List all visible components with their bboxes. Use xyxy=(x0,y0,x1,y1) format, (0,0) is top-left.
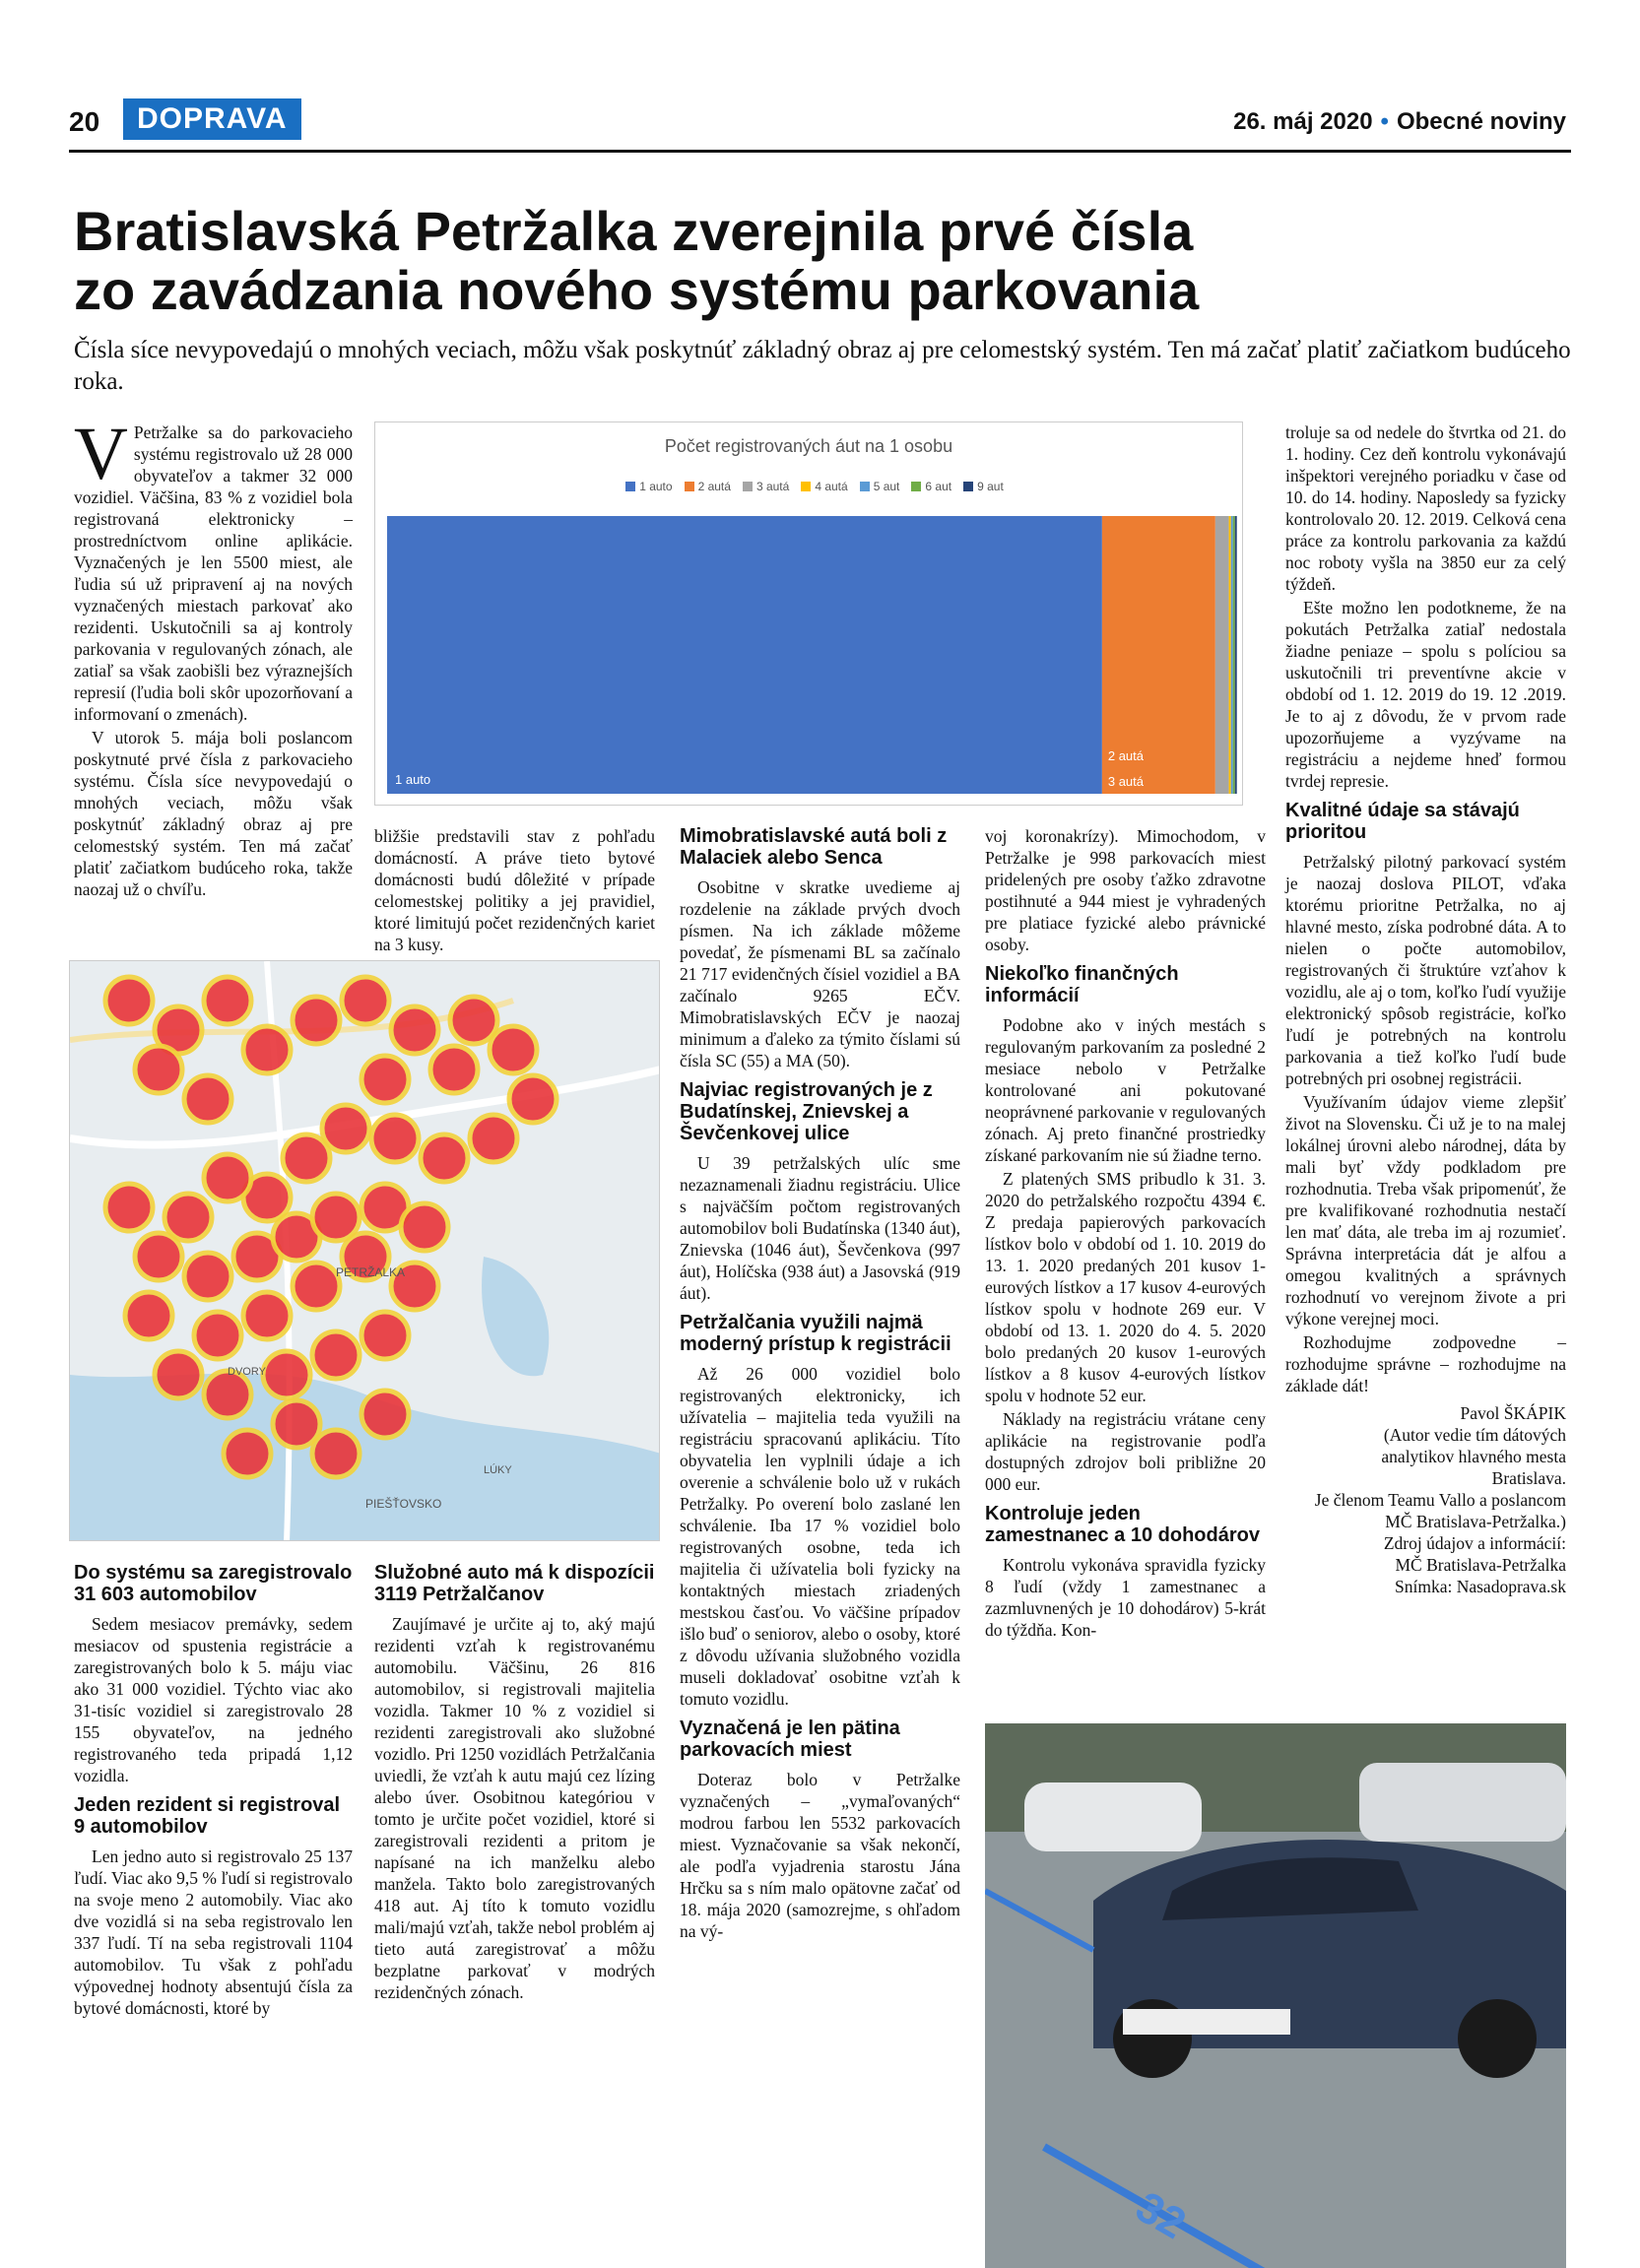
parked-cars-photo xyxy=(985,1723,1566,2268)
paragraph: Ešte možno len podotkneme, že na pokutách Petržalka zatiaľ nedostala žiadne peniaze – spolu s políciou sa uskutočnili tri preventívne akcie v období od 1. 12. 2019 do 19. 12 .2019. Je to aj z dôvodu, že v prvom rade upozorňujeme a vyzývame na registráciu a nejdeme hneď formou tvrdej represie. xyxy=(1285,598,1566,791)
source-note: Zdroj údajov a informácií: xyxy=(1383,1533,1566,1553)
paragraph: Petržalský pilotný parkovací systém je naozaj doslova PILOT, vďaka ktorému prioritne Petržalka, no aj hlavné mesto, získa podrobné dáta. A to nielen o počte automobilov, registrovaných či štruktúre vzťahov k vozidlu, ale aj o tom, koľko ľudí využije elektronický spôsob registrácie, koľko ľudí je potrebných na kontrolu parkovania a tiež koľko ľudí bude potrebných pri osobnej registrácii. xyxy=(1285,852,1566,1088)
subheading: Niekoľko finančných informácií xyxy=(985,963,1179,1006)
page-number: 20 xyxy=(69,106,100,137)
heat-spot xyxy=(312,1430,360,1477)
chart-bar-segment xyxy=(1233,516,1235,794)
paragraph: Rozhodujme zodpovedne – rozhodujme správne – rozhodujme na základe dát! xyxy=(1285,1332,1566,1395)
publication-name: Obecné noviny xyxy=(1396,108,1566,135)
heat-spot xyxy=(430,1046,478,1093)
subheading: Vyznačená je len pätina parkovacích miest xyxy=(680,1717,900,1761)
author-signature xyxy=(1285,1402,1566,1597)
issue-date: 26. máj 2020 xyxy=(1233,108,1373,135)
heat-spot xyxy=(125,1292,172,1339)
legend-label: 4 autá xyxy=(815,480,848,493)
heat-spot xyxy=(105,1184,153,1231)
drop-cap: V xyxy=(74,413,128,495)
heat-spot xyxy=(204,977,251,1024)
legend-label: 9 aut xyxy=(977,480,1004,493)
heat-spot xyxy=(243,1292,291,1339)
map-label: PETRŽALKA xyxy=(336,1265,406,1279)
paragraph: V utorok 5. mája boli poslancom poskytnuté prvé čísla z parkovacieho systému. Čísla síce nevypovedajú o mnohých veciach, môžu však poskytnúť základný obraz aj pre celomestský systém. Ten má začať platiť začiatkom budúceho roka, takže naozaj už o chvíľu. xyxy=(74,728,353,899)
map-label: LÚKY xyxy=(484,1464,512,1476)
legend-label: 2 autá xyxy=(697,480,731,493)
paragraph: Až 26 000 vozidiel bolo registrovaných elektronicky, ich užívatelia – majitelia teda využili na registráciu spracovanú aplikáciu. Títo obyvatelia len vyplnili údaje a ich overenie a schválenie bolo už v rukách Petržalky. Po overení bolo zaslané len schválenie. Iba 17 % vozidiel bolo registrovaných osobne, teda ich majitelia či užívatelia boli fyzicky na kontaktných miestach zriadených mestskou časťou. Vo väčšine prípadov išlo buď o seniorov, alebo o osoby, ktoré z dôvodu užívania služobného vozidla museli dokladovať osobitne vzťah k tomuto vozidlu. xyxy=(680,1364,960,1709)
heat-spot xyxy=(470,1115,517,1162)
author-note: Bratislava. xyxy=(1491,1468,1566,1488)
legend-label: 1 auto xyxy=(639,480,673,493)
chart-title: Počet registrovaných áut na 1 osobu xyxy=(664,436,953,456)
heat-spot xyxy=(421,1134,468,1182)
column-a-bottom xyxy=(74,1554,353,2021)
heat-spot xyxy=(164,1194,212,1241)
source-note: MČ Bratislava-Petržalka xyxy=(1395,1555,1566,1575)
heat-spot xyxy=(322,1105,369,1152)
article-lead: Čísla síce nevypovedajú o mnohých veciach, môžu však poskytnúť základný obraz aj pre celomestský systém. Ten má začať platiť začiatkom budúceho roka. xyxy=(74,337,1571,395)
headline-line-1: Bratislavská Petržalka zverejnila prvé čísla xyxy=(74,200,1194,262)
paragraph: Podobne ako v iných mestách s regulovaným parkovaním za posledné 2 mesiace nebolo v Petržalke kontrolované ani pokutované neoprávnené parkovanie v regulovaných zónach. Aj preto finančné prostriedky získané parkovaním nie sú žiadne terno. xyxy=(985,1015,1266,1165)
chart-bar-segment xyxy=(1231,516,1233,794)
author-note: (Autor vedie tím dátových xyxy=(1383,1425,1566,1445)
paragraph: voj koronakrízy). Mimochodom, v Petržalke je 998 parkovacích miest pridelených pre osoby ťažko zdravotne postihnuté a 944 miest je vyhradených pre platiace fyzické alebo právnické osoby. xyxy=(985,826,1266,954)
heat-spot xyxy=(361,1391,409,1438)
chart-data-label: 2 autá xyxy=(1107,748,1145,763)
heat-spot xyxy=(490,1026,537,1073)
heat-spot xyxy=(135,1046,182,1093)
headline-line-2: zo zavádzania nového systému parkovania xyxy=(74,259,1200,321)
heat-spot xyxy=(509,1075,557,1123)
column-5 xyxy=(1285,421,1566,1597)
paragraph: Zaujímavé je určite aj to, aký majú rezidenti vzťah k registrovanému automobilu. Väčšinu, 26 816 automobilov, si registrovali majitelia vozidla. Takmer 10 % z vozidiel si rezidenti zaregistrovali ako služobné vozidlo. Pri 1250 vozidlách Petržalčania uviedli, že vzťah k autu majú cez lízing alebo úver. Osobitnou kategóriou v tomto je určite počet vozidiel, ktoré si zaregistrovali rezidenti a pritom je napísané na ich manželku alebo manžela. Takto bolo zaregistrovaných 418 aut. Aj títo k tomuto vozidlu mali/majú vzťah, takže nebol problém aj tieto autá zaregistrovať a môžu bezplatne parkovať v modrých rezidenčných zónach. xyxy=(374,1614,655,2002)
paragraph: U 39 petržalských ulíc sme nezaznamenali žiadnu registráciu. Ulice s najväčším počtom registrovaných automobilov boli Budatínska (1340 áut), Znievska (1046 áut), Ševčenkova (997 áut), Holíčska (938 áut) a Jasovská (919 áut). xyxy=(680,1153,960,1303)
subheading: Služobné auto má k dispozícii 3119 Petržalčanov xyxy=(374,1562,655,1605)
heat-spot xyxy=(361,1056,409,1103)
chart-data-label: 1 auto xyxy=(395,772,431,787)
subheading: Kontroluje jeden zamestnanec a 10 dohodárov xyxy=(985,1503,1260,1546)
paragraph: bližšie predstavili stav z pohľadu domácností. A práve tieto bytové domácnosti budú dôležité v prípade celomestskej politiky a jej pravidiel, ktoré limitujú počet rezidenčných kariet na 3 kusy. xyxy=(374,826,655,954)
heat-spot xyxy=(184,1253,231,1300)
heat-spot xyxy=(135,1233,182,1280)
paragraph: Osobitne v skratke uvedieme aj rozdelenie na základe prvých dvoch písmen. Na ich základe môžeme povedať, že písmenami BL sa začínalo 21 717 evidenčných čísiel vozidiel a BA začínalo 9265 EČV. Mimobratislavských EČV je naozaj minimum a ďaleko za týmito číslami sú čísla SC (55) a MA (50). xyxy=(680,877,960,1070)
subheading: Kvalitné údaje sa stávajú prioritou xyxy=(1285,800,1520,843)
photo-svg xyxy=(985,1723,1566,2268)
header-rule xyxy=(69,150,1571,153)
separator-dot: • xyxy=(1380,108,1389,135)
heatmap-svg xyxy=(70,961,660,1541)
heat-spot xyxy=(293,1263,340,1310)
heat-spot xyxy=(105,977,153,1024)
author-note: Je členom Teamu Vallo a poslancom MČ Bratislava-Petržalka.) xyxy=(1314,1490,1566,1531)
paragraph: Náklady na registráciu vrátane ceny aplikácie na registrovanie podľa dostupných zdrojov boli približne 20 000 eur. xyxy=(985,1409,1266,1494)
chart-bar-segment xyxy=(1235,516,1237,794)
chart-bar-segment xyxy=(1215,516,1229,794)
heat-spot xyxy=(312,1194,360,1241)
chart-plot xyxy=(375,422,1244,807)
license-plate xyxy=(1123,2009,1290,2035)
car-wheel xyxy=(1458,1999,1537,2078)
paragraph: Využívaním údajov vieme zlepšiť život na Slovensku. Či už je to na malej lokálnej úrovni alebo národnej, dáta by mali byť vždy podkladom pre rozhodnutia. Treba však pripomenúť, že pre kvalifikované rozhodnutia nestačí len mať dáta, ale treba im aj rozumieť. Správna interpretácia dát je alfou a omegou kvalitných a správnych rozhodnutí vo verejnom živote a pri výkone verejnej moci. xyxy=(1285,1092,1566,1328)
paragraph: Len jedno auto si registrovalo 25 137 ľudí. Viac ako 9,5 % ľudí si registrovalo na svoje meno 2 automobily. Viac ako dve vozidlá si na seba registrovalo len 337 ľudí. Tí na seba registrovali 1104 automobilov. Tu však z pohľadu výpovednej hodnoty absentujú čísla za bytové domácnosti, ktoré by xyxy=(74,1847,353,2018)
heat-spot xyxy=(273,1400,320,1448)
heat-spot xyxy=(361,1312,409,1359)
subheading: Jeden rezident si registroval 9 automobilov xyxy=(74,1794,341,1838)
heat-spot xyxy=(263,1351,310,1398)
paragraph: Kontrolu vykonáva spravidla fyzicky 8 ľudí (vždy 1 zamestnanec a zazmluvnených je 10 dohodárov) 5-krát do týždňa. Kon- xyxy=(985,1555,1266,1640)
legend-label: 5 aut xyxy=(873,480,900,493)
cars-per-person-chart xyxy=(374,421,1243,806)
column-2-top xyxy=(374,825,655,957)
heat-spot xyxy=(391,1006,438,1054)
white-car-far xyxy=(1359,1763,1566,1842)
column-1 xyxy=(74,413,353,902)
heat-spot xyxy=(243,1026,291,1073)
subheading: Najviac registrovaných je z Budatínskej, Znievskej a Ševčenkovej ulice xyxy=(680,1079,933,1144)
legend-label: 3 autá xyxy=(755,480,790,493)
heat-spot xyxy=(204,1371,251,1418)
paragraph: Sedem mesiacov premávky, sedem mesiacov od spustenia registrácie a zaregistrovaných bolo k 5. máju viac ako 31 000 vozidiel. Týchto viac ako 31-tisíc vozidiel si zaregistrovalo 28 155 obyvateľov, na jedného registrovaného teda pripadá 1,12 vozidla. xyxy=(74,1614,353,1785)
paragraph: troluje sa od nedele do štvrtka od 21. do 1. hodiny. Cez deň kontrolu vykonávajú inšpektori verejného poriadku v čase od 10. do 14. hodiny. Naposledy sa fyzicky kontrolovalo 20. 12. 2019. Celková cena práce za kontrolu parkovania za každú noc roboty vyšla na 3850 eur za celý týždeň. xyxy=(1285,422,1566,594)
author-name: Pavol ŠKÁPIK xyxy=(1460,1403,1566,1423)
heat-spot xyxy=(342,977,389,1024)
map-label: DVORY xyxy=(228,1366,266,1378)
author-note: analytikov hlavného mesta xyxy=(1381,1447,1566,1466)
section-rubric: DOPRAVA xyxy=(123,98,301,140)
heat-spot xyxy=(371,1115,419,1162)
subheading: Petržalčania využili najmä moderný prístup k registrácii xyxy=(680,1312,951,1355)
heat-spot xyxy=(204,1154,251,1201)
heat-spot xyxy=(194,1312,241,1359)
photo-credit: Snímka: Nasadoprava.sk xyxy=(1395,1577,1566,1596)
chart-bar-segment xyxy=(387,516,1102,794)
column-3 xyxy=(680,825,960,1944)
heat-spot xyxy=(184,1075,231,1123)
subheading: Do systému sa zaregistrovalo 31 603 automobilov xyxy=(74,1562,353,1605)
heat-spot xyxy=(283,1134,330,1182)
chart-bar-segment xyxy=(1229,516,1231,794)
painted-number: 32 xyxy=(1128,2182,1194,2249)
heat-spot xyxy=(224,1430,271,1477)
heat-spot xyxy=(401,1203,448,1251)
paragraph: Doteraz bolo v Petržalke vyznačených – „vymaľovaných“ modrou farbou len 5532 parkovacích miest. Vyznačovanie sa však nekončí, ale podľa vyjadrenia starostu Jána Hrčku sa s ním malo opätovne začať od 18. mája 2020 (samozrejme, s ohľadom na vý- xyxy=(680,1770,960,1941)
heat-spot xyxy=(312,1331,360,1379)
heatmap-map xyxy=(69,960,660,1541)
chart-data-label: 3 autá xyxy=(1107,774,1145,789)
paragraph: Petržalke sa do parkovacieho systému registrovalo už 28 000 obyvateľov a takmer 32 000 vozidiel. Väčšina, 83 % z vozidiel bola registrovaná elektronicky – prostredníctvom online aplikácie. Vyznačených je len 5500 miest, ale ľudia sú už pripravení aj na nových vyznačených miestach parkovať ako rezidenti. Uskutočnili sa aj kontroly parkovania v regulovaných zónach, ale zatiaľ sa však zaobišli bez výraznejších represií (ľudia boli skôr upozorňovaní a informovaní o zmenách). xyxy=(74,422,353,724)
paragraph: Z platených SMS pribudlo k 31. 3. 2020 do petržalského rozpočtu 4394 €. Z predaja papierových parkovacích lístkov bolo v období od 1. 10. 2019 do 13. 1. 2020 predaných 201 kusov 1-eurových lístkov a 17 kusov 4-eurových lístkov spolu v hodnote 269 eur. V období od 13. 1. 2020 do 4. 5. 2020 bolo predaných 20 kusov 1-eurových lístkov a 8 kusov 4-eurových lístkov spolu v hodnote 52 eur. xyxy=(985,1169,1266,1405)
heat-spot xyxy=(293,997,340,1044)
column-b-bottom xyxy=(374,1554,655,2005)
map-label: PIEŠŤOVSKO xyxy=(365,1497,442,1511)
heat-spot xyxy=(450,997,497,1044)
subheading: Mimobratislavské autá boli z Malaciek alebo Senca xyxy=(680,825,948,869)
article-headline xyxy=(74,202,1571,320)
issue-info xyxy=(1233,108,1566,136)
heat-spot xyxy=(155,1351,202,1398)
white-car xyxy=(1024,1782,1202,1851)
column-4 xyxy=(985,825,1266,1643)
legend-label: 6 aut xyxy=(925,480,952,493)
